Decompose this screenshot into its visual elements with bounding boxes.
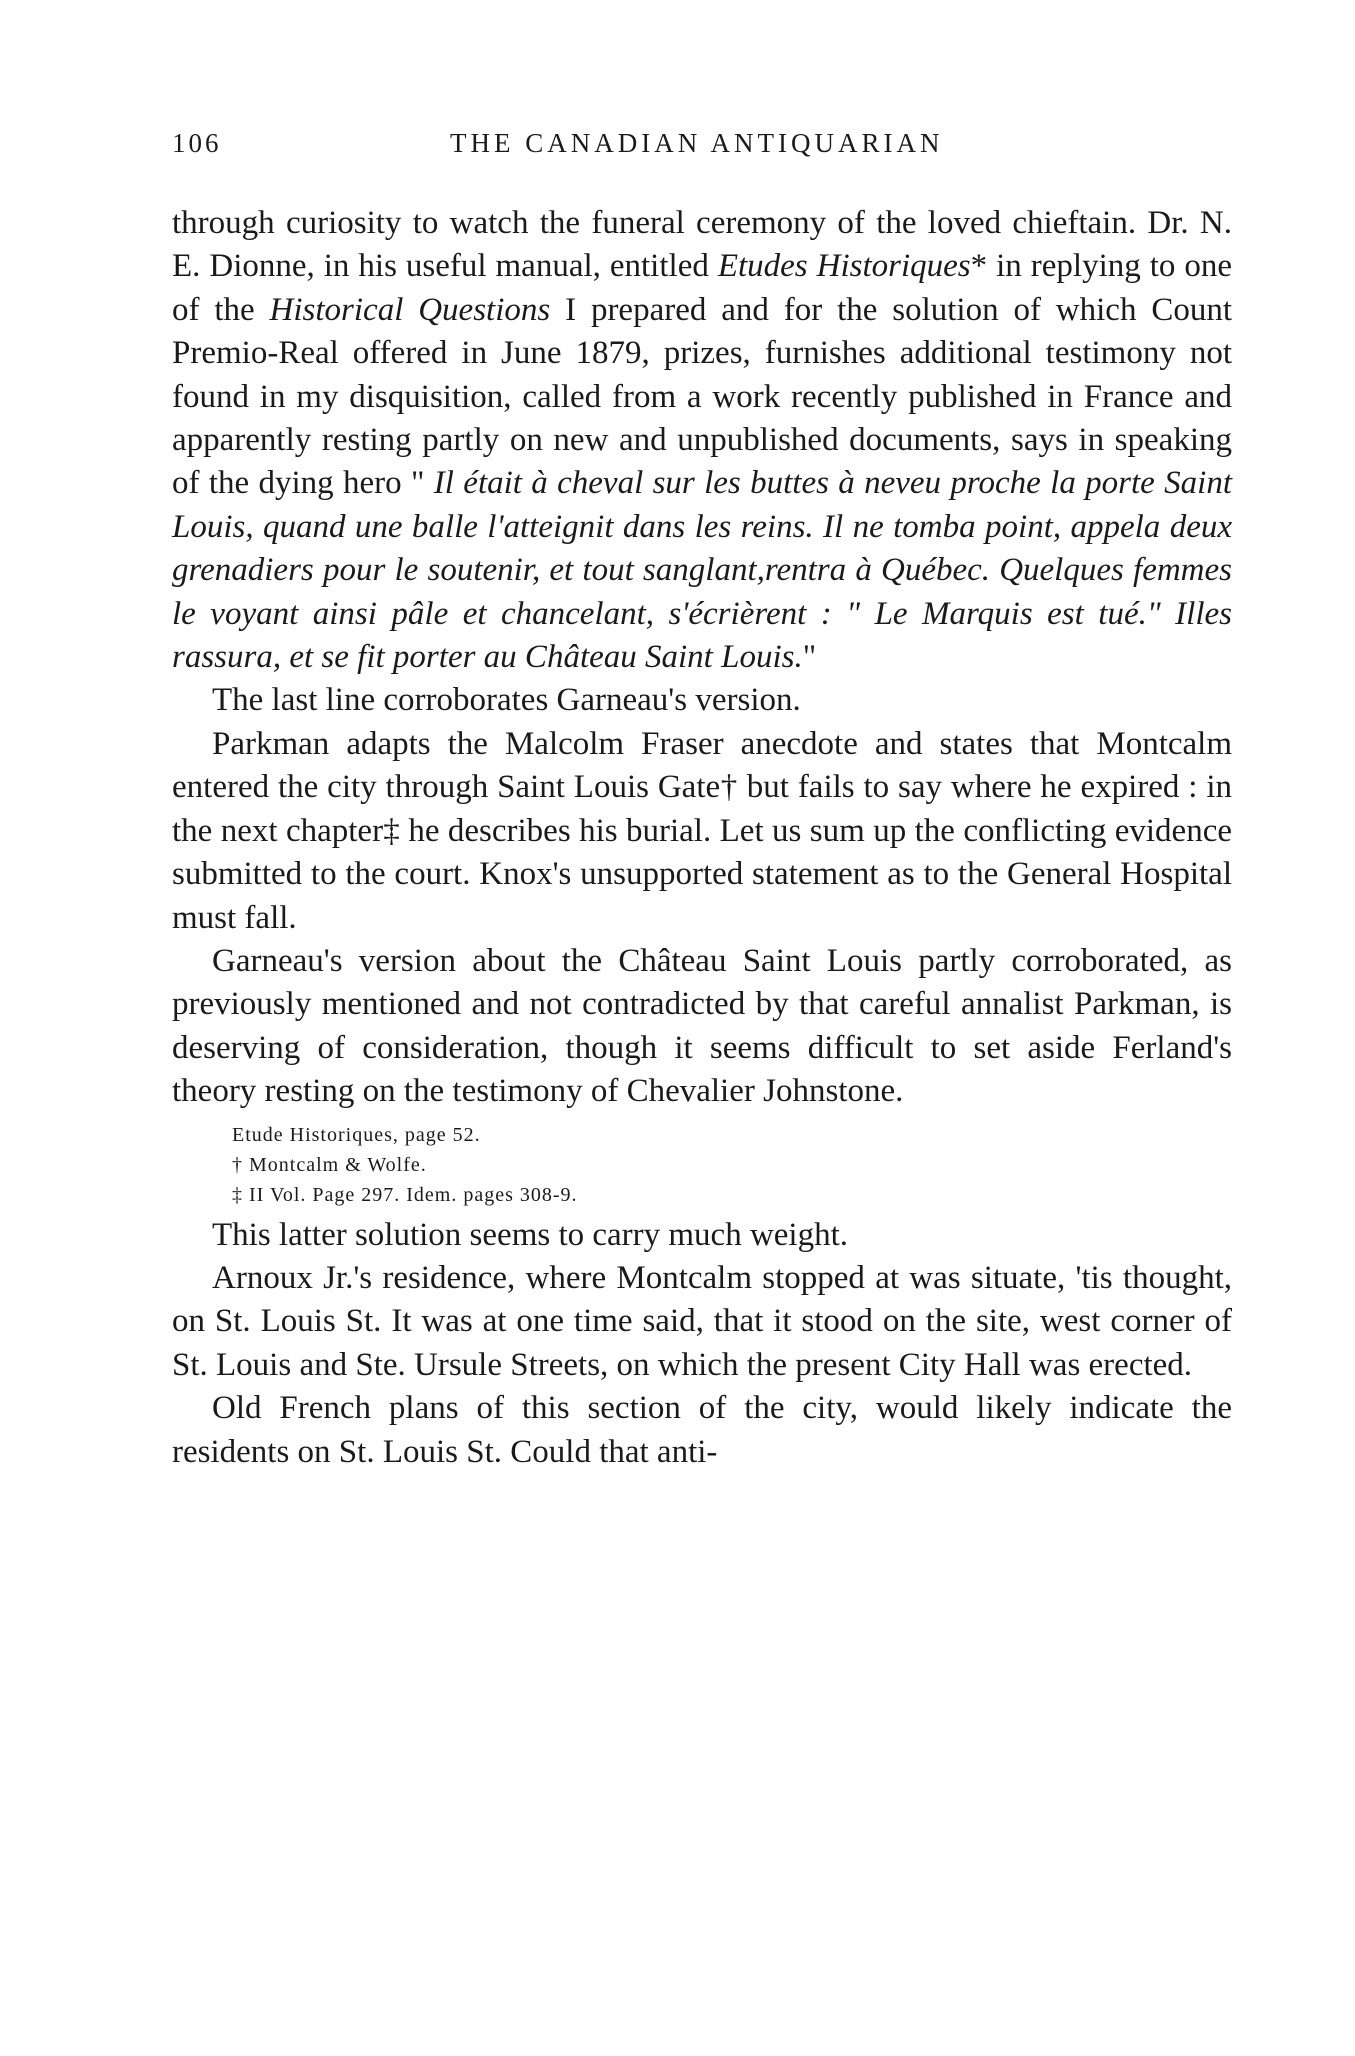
- text-run: through curiosity to watch the funeral ceremony of the loved chieftain. Dr. N. E. Dionne, in his useful manual, entitled: [172, 205, 1232, 285]
- running-head: [172, 128, 1232, 172]
- paragraph: [172, 202, 1232, 679]
- text-run: I prepared and for the solution of which Count Premio-Real offered in June 1879, prizes, furnishes additional testimony not found in my disquisition, called from a work recently published in France and apparently resting partly on new and unpublished documents, says in speaking of the dying hero ": [172, 291, 1232, 502]
- paragraph: The last line corroborates Garneau's version.: [212, 682, 801, 719]
- text-run: ": [802, 639, 817, 676]
- text-run: * in replying to one of the: [172, 248, 1233, 328]
- footnote: ‡ II Vol. Page 297. Idem. pages 308-9.: [232, 1183, 578, 1206]
- footnote: Etude Historiques, page 52.: [232, 1123, 481, 1146]
- paragraph: This latter solution seems to carry much weight.: [212, 1216, 849, 1253]
- paragraph: Arnoux Jr.'s residence, where Montcalm stopped at was situate, 'tis thought, on St. Louis St. It was at one time said, that it stood on the site, west corner of St. Louis and Ste. Ursule Streets, on which the present City Hall was erected.: [172, 1259, 1232, 1383]
- french-quotation: Il était à cheval sur les buttes à neveu proche la porte Saint Louis, quand une balle l'atteignit dans les reins. Il ne tomba point, appela deux grenadiers pour le soutenir, et tout sanglant,rentra à Québec. Quelques femmes le voyant ainsi pâle et chancelant, s'écrièrent : " Le Marquis est tué." Illes rassura, et se fit porter au Château Saint Louis.: [172, 465, 1232, 676]
- running-title: THE CANADIAN ANTIQUARIAN: [450, 128, 944, 158]
- body-text: [172, 202, 1232, 1474]
- page: [172, 128, 1232, 1474]
- italic-title: Historical Questions: [269, 291, 551, 328]
- paragraph: Old French plans of this section of the city, would likely indicate the residents on St. Louis St. Could that anti-: [172, 1390, 1232, 1470]
- paragraph: Garneau's version about the Château Saint Louis partly corroborated, as previously mentioned and not contradicted by that careful annalist Parkman, is deserving of consideration, though it seems difficult to set aside Ferland's theory resting on the testimony of Chevalier Johnstone.: [172, 942, 1232, 1110]
- footnotes: [232, 1120, 1232, 1210]
- paragraph: Parkman adapts the Malcolm Fraser anecdote and states that Montcalm entered the city through Saint Louis Gate† but fails to say where he expired : in the next chapter‡ he describes his burial. Let us sum up the conflicting evidence submitted to the court. Knox's unsupported statement as to the General Hospital must fall.: [172, 725, 1232, 936]
- italic-title: Etudes Historiques: [717, 248, 971, 285]
- footnote: † Montcalm & Wolfe.: [232, 1153, 427, 1176]
- page-number: 106: [172, 128, 222, 158]
